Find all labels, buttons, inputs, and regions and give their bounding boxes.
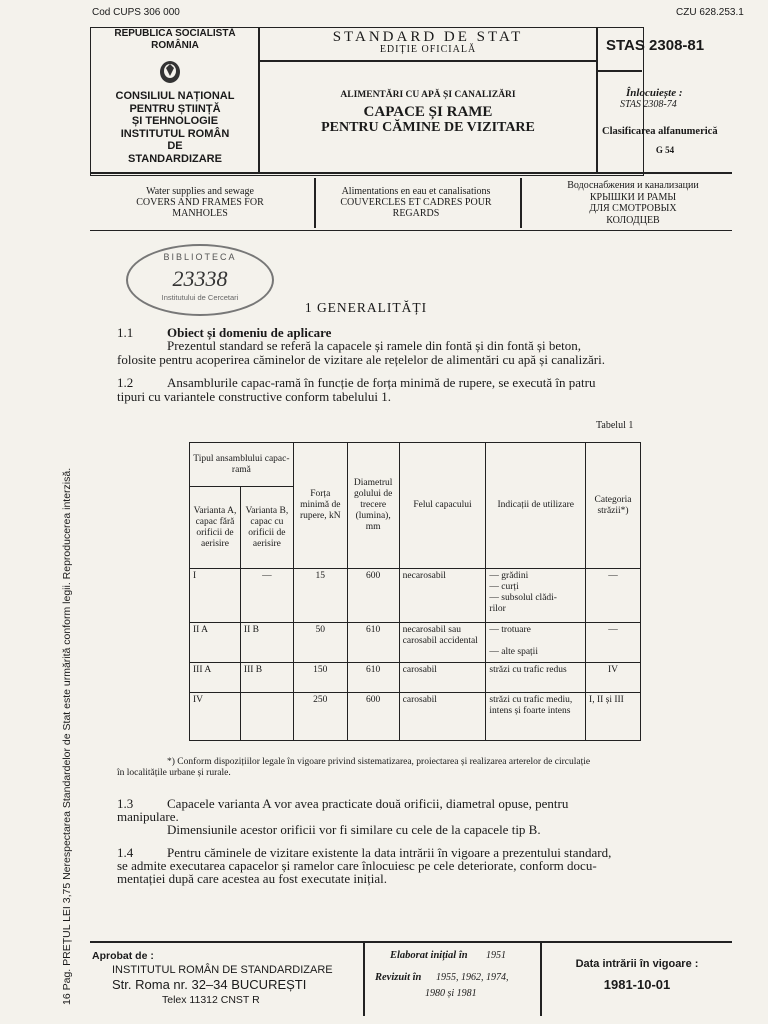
subsection-heading: Obiect și domeniu de aplicare <box>167 325 332 340</box>
cups-code: Cod CUPS 306 000 <box>92 7 180 18</box>
institution-name: CONSILIUL NAȚIONAL PENTRU ȘTIINȚĂ ȘI TEHNOLOGIE INSTITUTUL ROMÂN DE STANDARDIZARE <box>115 90 235 165</box>
section-title: 1 GENERALITĂȚI <box>304 300 428 315</box>
table-caption: Tabelul 1 <box>596 420 634 431</box>
stas-number: STAS 2308-81 <box>606 37 705 54</box>
standard-name-1: CAPACE ȘI RAME <box>363 104 493 120</box>
table-row: IV 250 600 carosabil străzi cu trafic mediu, intens și foarte intens I, II și III <box>190 693 641 741</box>
table-footnote: *) Conform dispozițiilor legale în vigoare privind sistematizarea, proiectarea și realizarea arterelor de circulație <box>167 757 591 767</box>
table-row: I — 15 600 necarosabil — grădini — curți — subsolul clădi- rilor — <box>190 569 641 623</box>
edition-label: EDIȚIE OFICIALĂ <box>379 44 477 55</box>
table-row: II A II B 50 610 necarosabil sau carosabil accidental — trotuare — alte spații — <box>190 623 641 663</box>
classification-code: G 54 <box>655 145 675 155</box>
coat-of-arms-icon <box>157 58 183 84</box>
replaces-value: STAS 2308-74 <box>620 99 677 110</box>
title-french: Alimentations en eau et canalisations COUVERCLES ET CADRES POUR REGARDS <box>340 186 492 219</box>
czu-code: CZU 628.253.1 <box>676 7 744 18</box>
table-1: Tipul ansamblului capac-ramă Forța minimă de rupere, kN Diametrul golului de trecere (lumina), mm Felul capacului Indicații de utilizare Categoria străzii*) Varianta A, capac fără orificii de aerisire Varianta B, capac cu orificii de aerisire I — 15 600 necarosabil — grădini — curți — subsolul clădi- rilor — II A II B 50 610 necarosabil sau carosabil accidental — trotuare — alte spații — III A III B 150 610 carosabil străzi cu trafic redus IV IV 250 600 carosabil străzi cu trafic mediu, intens și foarte intens I, II și III <box>189 442 641 741</box>
title-english: Water supplies and sewage COVERS AND FRAMES FOR MANHOLES <box>136 186 264 219</box>
replaces-label: Înlocuiește : <box>626 87 683 99</box>
standard-title: STANDARD DE STAT <box>332 29 524 45</box>
table-row: III A III B 150 610 carosabil străzi cu trafic redus IV <box>190 663 641 693</box>
margin-legal-notice: 16 Pag. PREȚUL LEI 3,75 Nerespectarea Standardelor de Stat este urmărită conform legii. Reproducerea interzisă. <box>61 467 73 1005</box>
effective-date-label: Data intrării în vigoare : <box>575 958 699 970</box>
republic-name: REPUBLICA SOCIALISTĂ ROMÂNIA <box>114 28 236 51</box>
library-stamp: BIBLIOTECA 23338 Institutului de Cercetari <box>126 244 274 316</box>
classification-label: Clasificarea alfanumerică <box>602 126 718 137</box>
effective-date: 1981-10-01 <box>603 977 671 992</box>
group-header: Tipul ansamblului capac-ramă <box>190 443 294 487</box>
standard-name-2: PENTRU CĂMINE DE VIZITARE <box>321 120 535 135</box>
title-russian: Водоснабжения и канализации КРЫШКИ И РАМЫ ДЛЯ СМОТРОВЫХ КОЛОДЦЕВ <box>567 180 699 226</box>
approved-label: Aprobat de : <box>92 950 154 962</box>
stamp-number: 23338 <box>172 266 228 291</box>
domain-label: ALIMENTĂRI CU APĂ ȘI CANALIZĂRI <box>340 90 516 100</box>
